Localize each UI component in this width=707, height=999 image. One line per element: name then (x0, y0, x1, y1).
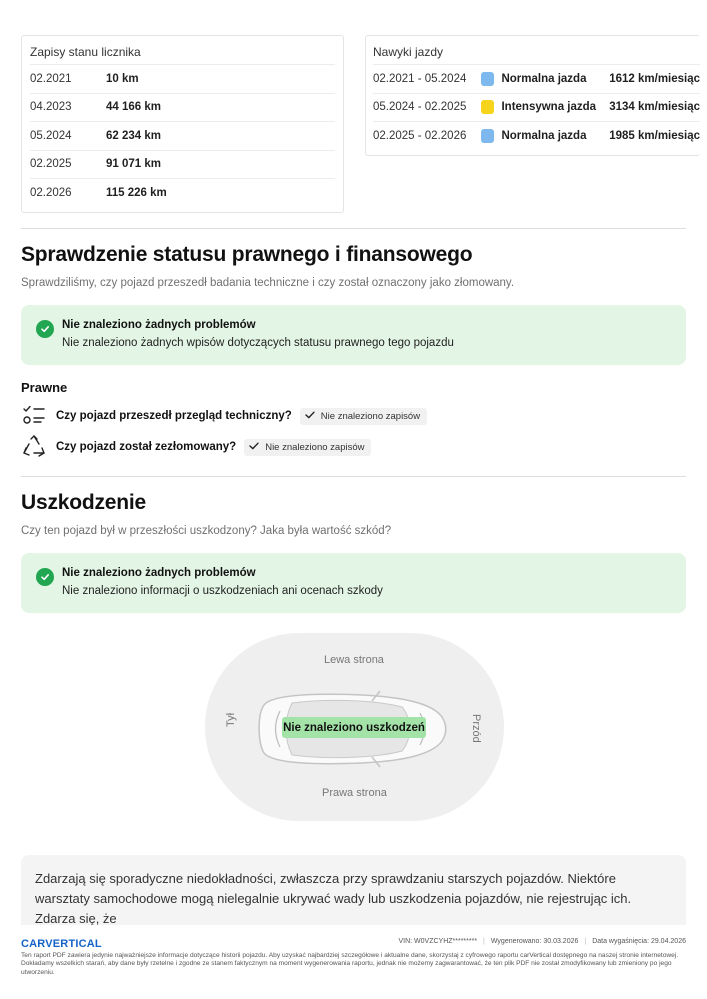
expiry-date: Data wygaśnięcia: 29.04.2026 (592, 938, 686, 945)
habit-rate: 1612 km/miesiąc (609, 72, 700, 85)
vin-text: VIN: W0VZCYHZ********* (398, 938, 478, 945)
status-pill-text: Nie znaleziono zapisów (320, 410, 421, 422)
inspection-question-row (21, 403, 427, 429)
odometer-row (30, 64, 335, 93)
habits-title: Nawyki jazdy (373, 45, 444, 59)
driving-habits-card (365, 35, 700, 156)
right-side-label: Prawa strona (322, 787, 387, 799)
odometer-date: 02.2026 (30, 186, 72, 199)
section-divider (21, 476, 686, 477)
question-text: Czy pojazd został zezłomowany? (56, 441, 237, 453)
odometer-km: 91 071 km (106, 158, 161, 171)
disclaimer-box: Zdarzają się sporadyczne niedokładności, zwłaszcza przy sprawdzaniu starszych pojazdów. Niektóre warsztaty samochodowe mogą nielegalnie ukrywać wady lub uszkodzenia pojazdów, nie rejestrując ich. Zdarza się, że (21, 855, 686, 925)
odometer-date: 02.2021 (30, 72, 72, 85)
odometer-km: 115 226 km (106, 186, 167, 199)
question-text: Czy pojazd przeszedł przegląd techniczny? (56, 410, 292, 422)
habit-color-swatch (481, 100, 495, 114)
odometer-row (30, 150, 335, 179)
habit-label: Normalna jazda (501, 129, 587, 142)
footer-note: Ten raport PDF zawiera jedynie najważniejsze informacje dotyczące historii pojazdu. Aby uzyskać najbardziej szczegółowe i aktualne dane, skorzystaj z cyfrowego raportu carVertical dostępnego na naszej stronie internetowej. Dokładamy wszelkich starań, aby dane były rzetelne i zgodne ze stanem faktycznym na moment wygenerowania raportu, jednak nie możemy zagwarantować, że ten plik PDF nie został zmodyfikowany lub zmieniony po jego utworzeniu. (21, 952, 679, 976)
habit-range: 02.2025 - 02.2026 (373, 129, 467, 142)
odometer-km: 62 234 km (106, 129, 161, 142)
checkmark-icon (305, 411, 315, 422)
no-damage-badge: Nie znaleziono uszkodzeń (282, 717, 426, 738)
habit-color-swatch (481, 72, 495, 86)
habit-row (373, 93, 700, 122)
odometer-row (30, 93, 335, 122)
odometer-date: 04.2023 (30, 101, 72, 114)
report-meta: VIN: W0VZCYHZ********* | Wygenerowano: 30.03.2026 | Data wygaśnięcia: 29.04.2026 (398, 938, 686, 945)
odometer-row (30, 178, 335, 207)
legal-ok-text: Nie znaleziono żadnych wpisów dotyczących statusu prawnego tego pojazdu (62, 337, 454, 349)
habit-row (373, 64, 700, 93)
rear-label: Tył (225, 712, 237, 727)
status-pill (300, 408, 427, 425)
habit-label: Normalna jazda (501, 72, 587, 85)
damage-section-title: Uszkodzenie (21, 491, 146, 514)
legal-ok-title: Nie znaleziono żadnych problemów (62, 319, 256, 331)
generated-date: Wygenerowano: 30.03.2026 (490, 938, 579, 945)
left-side-label: Lewa strona (324, 654, 384, 666)
legal-ok-banner (21, 305, 686, 365)
damage-ok-title: Nie znaleziono żadnych problemów (62, 567, 256, 579)
odometer-km: 10 km (106, 72, 139, 85)
odometer-date: 02.2025 (30, 158, 72, 171)
habit-rate: 3134 km/miesiąc (609, 101, 700, 114)
check-circle-icon (36, 568, 54, 586)
checklist-icon (21, 403, 47, 429)
status-pill-text: Nie znaleziono zapisów (265, 441, 365, 453)
habit-rate: 1985 km/miesiąc (609, 129, 700, 142)
section-divider (21, 228, 686, 229)
habit-range: 02.2021 - 05.2024 (373, 72, 467, 85)
odometer-records-card (21, 35, 344, 213)
damage-section-subtitle: Czy ten pojazd był w przeszłości uszkodzony? Jaka była wartość szkód? (21, 525, 392, 537)
habit-label: Intensywna jazda (501, 101, 597, 114)
legal-group-title: Prawne (21, 380, 68, 395)
carvertical-logo: CARVERTICAL (21, 938, 102, 950)
odometer-date: 05.2024 (30, 129, 72, 142)
scrapped-question-row (21, 434, 371, 460)
legal-section-title: Sprawdzenie statusu prawnego i finansowego (21, 243, 473, 266)
recycle-icon (21, 434, 47, 460)
check-circle-icon (36, 320, 54, 338)
odometer-title: Zapisy stanu licznika (30, 45, 141, 59)
odometer-km: 44 166 km (106, 101, 161, 114)
odometer-row (30, 121, 335, 150)
damage-ok-banner (21, 553, 686, 613)
habit-range: 05.2024 - 02.2025 (373, 101, 467, 114)
legal-section-subtitle: Sprawdziliśmy, czy pojazd przeszedł badania techniczne i czy został oznaczony jako złomowany. (21, 277, 515, 289)
habit-color-swatch (481, 129, 495, 143)
front-label: Przód (470, 714, 482, 743)
status-pill (244, 439, 371, 456)
damage-ok-text: Nie znaleziono informacji o uszkodzeniach ani ocenach szkody (62, 585, 383, 597)
checkmark-icon (249, 442, 259, 453)
habit-row (373, 121, 700, 150)
